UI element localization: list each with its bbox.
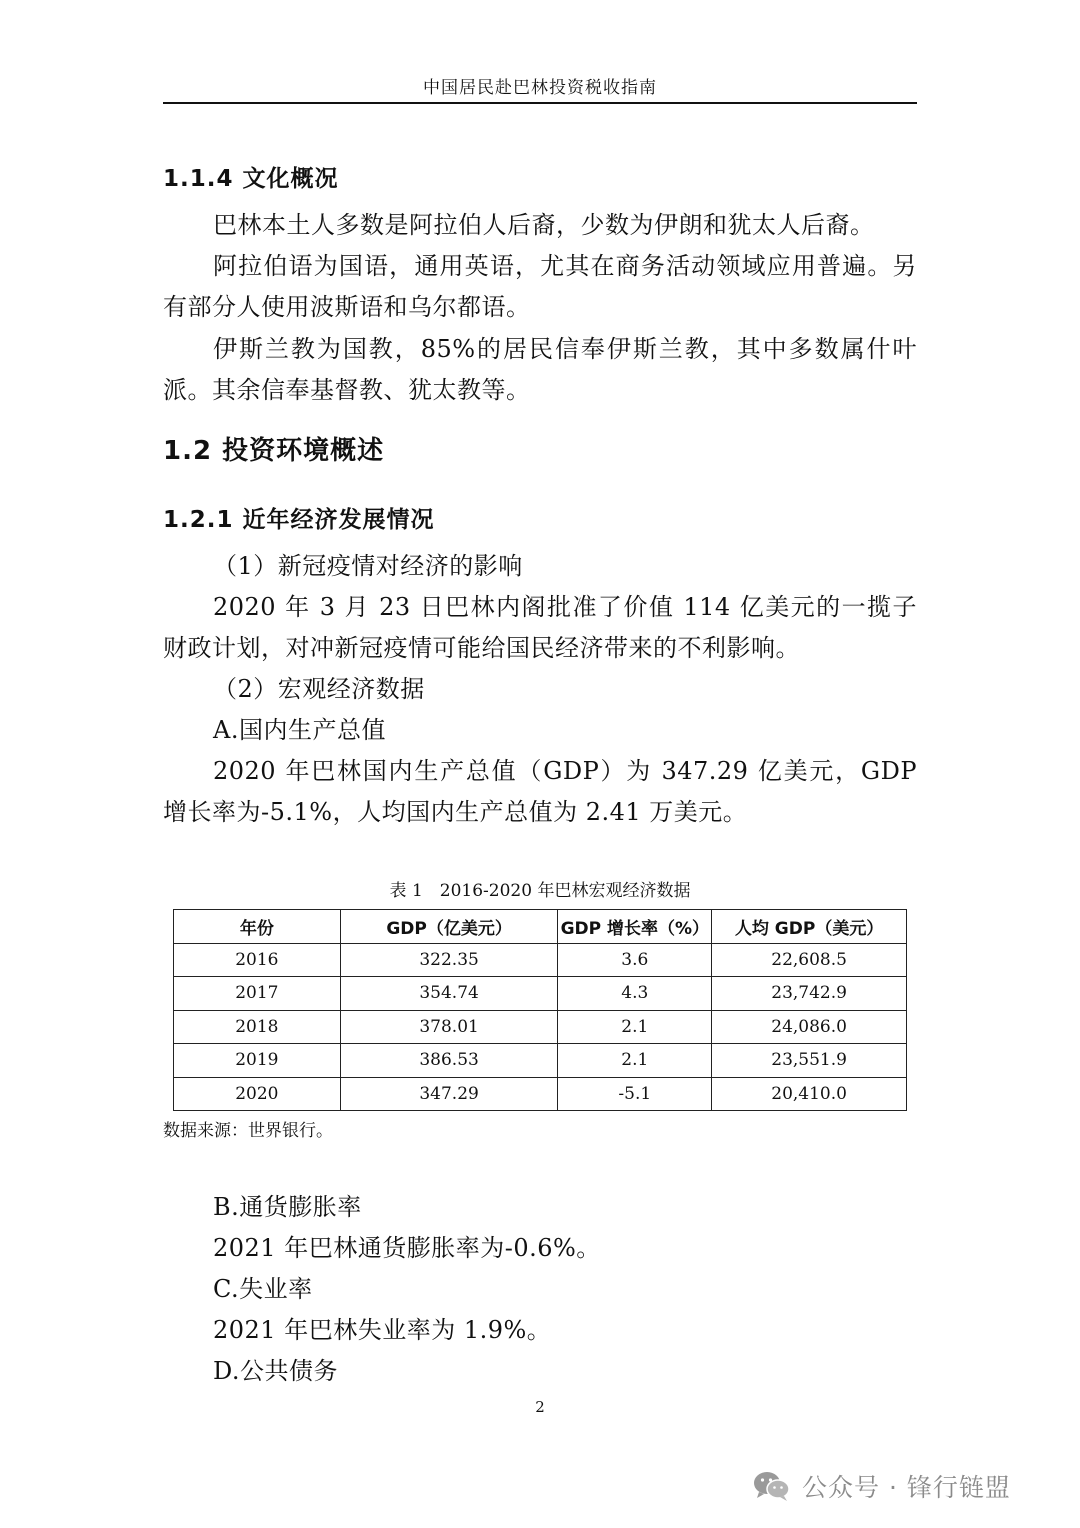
paragraph-gdp: 2020 年巴林国内生产总值（GDP）为 347.29 亿美元，GDP 增长率为-5.1%，人均国内生产总值为 2.41 万美元。: [163, 757, 917, 826]
paragraph-ethnicity: 巴林本土人多数是阿拉伯人后裔，少数为伊朗和犹太人后裔。: [213, 211, 875, 239]
cell-growth: 4.3: [558, 977, 712, 1011]
item-macro-data: （2）宏观经济数据: [213, 675, 425, 703]
cell-per-capita: 20,410.0: [712, 1077, 907, 1111]
watermark-text: 公众号 · 锋行链盟: [802, 1473, 1011, 1502]
paragraph-unemployment: 2021 年巴林失业率为 1.9%。: [213, 1316, 552, 1344]
paragraph-language: 阿拉伯语为国语，通用英语，尤其在商务活动领域应用普遍。另有部分人使用波斯语和乌尔都语。: [163, 252, 917, 321]
paragraph-inflation: 2021 年巴林通货膨胀率为-0.6%。: [213, 1234, 601, 1262]
column-header-gdp: GDP（亿美元）: [340, 910, 558, 944]
page-number: 2: [535, 1398, 545, 1416]
table-header-row: [174, 910, 907, 944]
cell-year: 2019: [174, 1044, 341, 1078]
cell-gdp: 347.29: [340, 1077, 558, 1111]
cell-year: 2018: [174, 1010, 341, 1044]
heading-1-2: 1.2 投资环境概述: [163, 436, 385, 466]
cell-gdp: 354.74: [340, 977, 558, 1011]
header-divider: [163, 102, 917, 104]
table-row: [174, 1010, 907, 1044]
heading-1-2-1: 1.2.1 近年经济发展情况: [163, 507, 435, 533]
heading-gdp: A.国内生产总值: [213, 716, 386, 744]
paragraph-covid-plan: 2020 年 3 月 23 日巴林内阁批准了价值 114 亿美元的一揽子财政计划，对冲新冠疫情可能给国民经济带来的不利影响。: [163, 593, 917, 662]
cell-growth: -5.1: [558, 1077, 712, 1111]
wechat-icon: [752, 1469, 792, 1503]
cell-growth: 2.1: [558, 1010, 712, 1044]
table-caption: 表 1 2016-2020 年巴林宏观经济数据: [389, 881, 691, 901]
heading-unemployment: C.失业率: [213, 1275, 313, 1303]
column-header-year: 年份: [174, 910, 341, 944]
heading-inflation: B.通货膨胀率: [213, 1193, 362, 1221]
watermark: [752, 1466, 1011, 1506]
cell-gdp: 378.01: [340, 1010, 558, 1044]
cell-gdp: 322.35: [340, 943, 558, 977]
header-title: 中国居民赴巴林投资税收指南: [423, 78, 657, 98]
cell-growth: 2.1: [558, 1044, 712, 1078]
cell-growth: 3.6: [558, 943, 712, 977]
column-header-per-capita: 人均 GDP（美元）: [712, 910, 907, 944]
macro-data-table: [173, 909, 907, 1111]
column-header-growth: GDP 增长率（%）: [558, 910, 712, 944]
cell-gdp: 386.53: [340, 1044, 558, 1078]
cell-per-capita: 24,086.0: [712, 1010, 907, 1044]
table-row: [174, 1077, 907, 1111]
heading-public-debt: D.公共债务: [213, 1357, 339, 1385]
table-source-note: 数据来源：世界银行。: [163, 1121, 333, 1141]
table-row: [174, 977, 907, 1011]
item-covid-impact: （1）新冠疫情对经济的影响: [213, 552, 523, 580]
cell-year: 2017: [174, 977, 341, 1011]
cell-per-capita: 22,608.5: [712, 943, 907, 977]
table-row: [174, 1044, 907, 1078]
cell-year: 2020: [174, 1077, 341, 1111]
heading-1-1-4: 1.1.4 文化概况: [163, 166, 339, 192]
paragraph-religion: 伊斯兰教为国教，85%的居民信奉伊斯兰教，其中多数属什叶派。其余信奉基督教、犹太教等。: [163, 335, 917, 404]
cell-per-capita: 23,551.9: [712, 1044, 907, 1078]
cell-year: 2016: [174, 943, 341, 977]
table-row: [174, 943, 907, 977]
cell-per-capita: 23,742.9: [712, 977, 907, 1011]
